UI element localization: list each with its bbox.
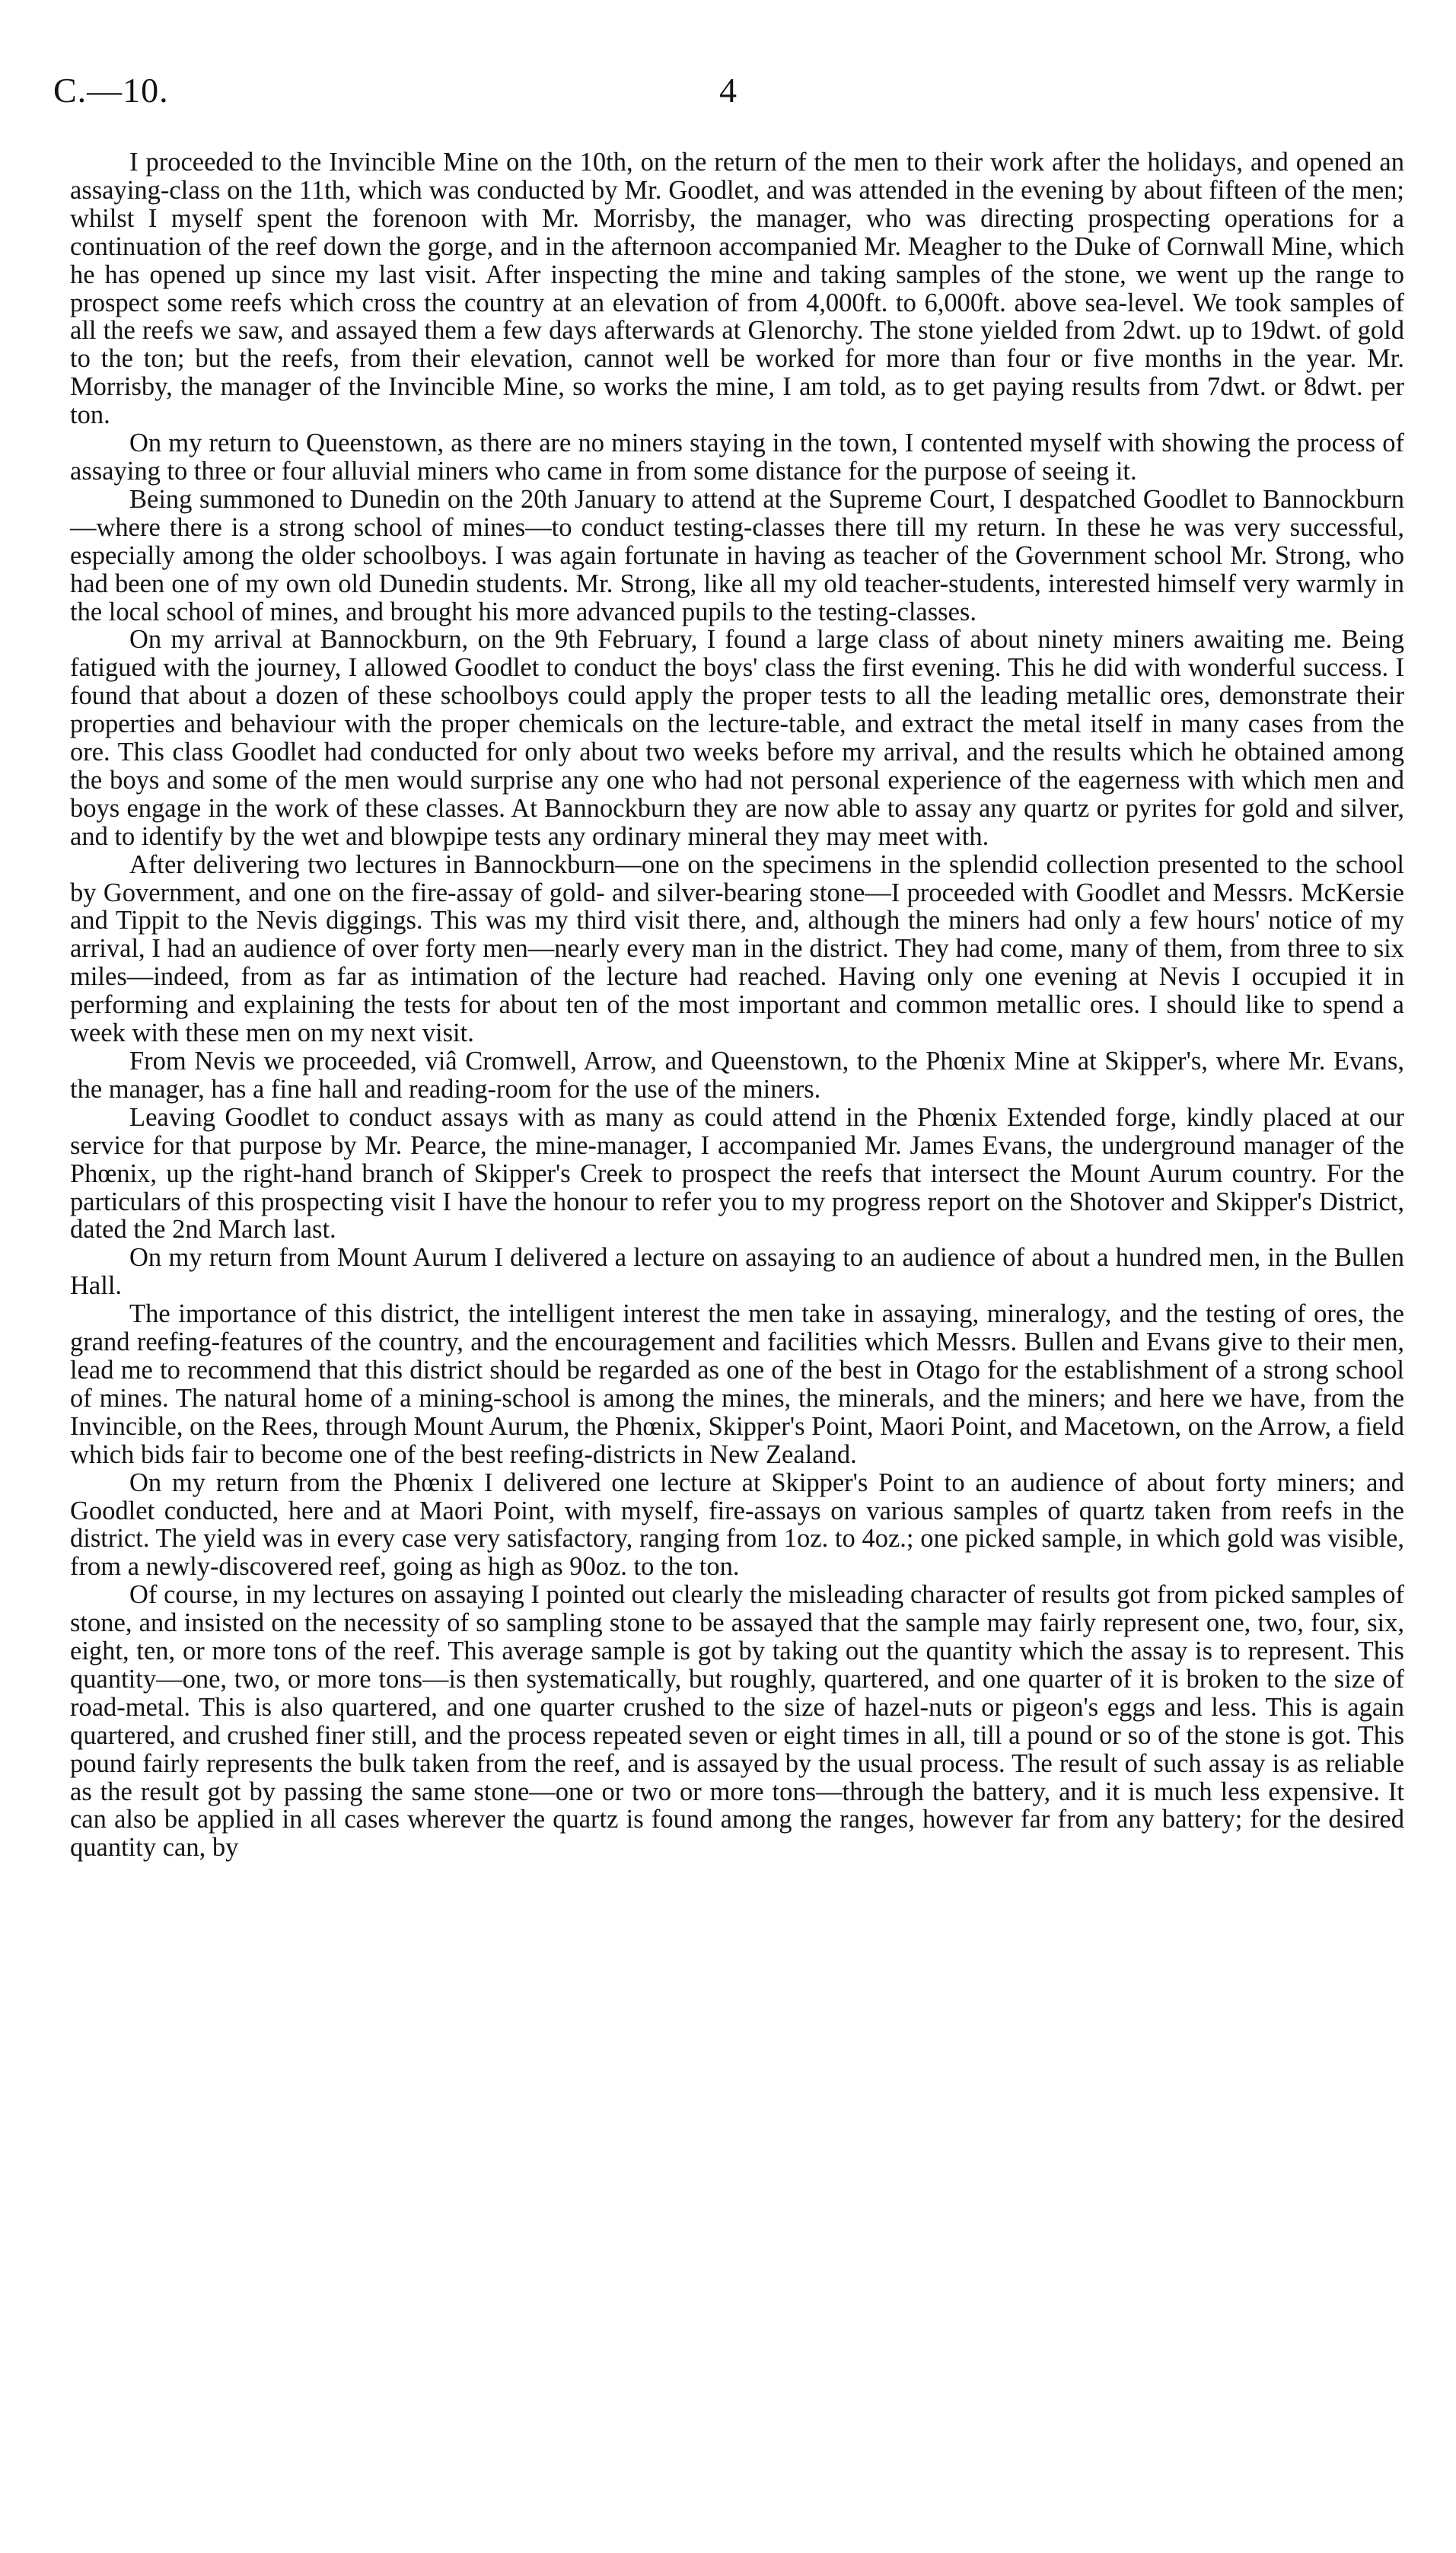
paragraph: Being summoned to Dunedin on the 20th January to attend at the Supreme Court, I despatched Goodlet to Bannockburn—where there is a strong school of mines—to conduct testing-classes there till my return. In these he was very successful, especially among the older schoolboys. I was again fortunate in having as teacher of the Government school Mr. Strong, who had been one of my own old Dunedin students. Mr. Strong, like all my old teacher-students, interested himself very warmly in the local school of mines, and brought his more advanced pupils to the testing-classes. <box>70 484 1404 626</box>
paragraph: The importance of this district, the intelligent interest the men take in assaying, mineralogy, and the testing of ores, the grand reefing-features of the country, and the encouragement and facilities which Messrs. Bullen and Evans give to their men, lead me to recommend that this district should be regarded as one of the best in Otago for the establishment of a strong school of mines. The natural home of a mining-school is among the mines, the minerals, and the miners; and here we have, from the Invincible, on the Rees, through Mount Aurum, the Phœnix, Skipper's Point, Maori Point, and Macetown, on the Arrow, a field which bids fair to become one of the best reefing-districts in New Zealand. <box>70 1299 1404 1469</box>
document-reference: C.—10. <box>53 71 169 110</box>
page-number: 4 <box>719 71 737 110</box>
paragraph: On my return to Queenstown, as there are no miners staying in the town, I contented myself with showing the process of assaying to three or four alluvial miners who came in from some distance for the purpose of seeing it. <box>70 429 1404 486</box>
paragraph: On my return from the Phœnix I delivered one lecture at Skipper's Point to an audience of about forty miners; and Goodlet conducted, here and at Maori Point, with myself, fire-assays on various samples of quartz taken from reefs in the district. The yield was in every case very satisfactory, ranging from 1oz. to 4oz.; one picked sample, in which gold was visible, from a newly-discovered reef, going as high as 90oz. to the ton. <box>70 1468 1404 1582</box>
body-text <box>70 148 1404 1862</box>
paragraph: After delivering two lectures in Bannockburn—one on the specimens in the splendid collection presented to the school by Government, and one on the fire-assay of gold- and silver-bearing stone—I proceeded with Goodlet and Messrs. McKersie and Tippit to the Nevis diggings. This was my third visit there, and, although the miners had only a few hours' notice of my arrival, I had an audience of over forty men—nearly every man in the district. They had come, many of them, from three to six miles—indeed, from as far as intimation of the lecture had reached. Having only one evening at Nevis I occupied it in performing and explaining the tests for about ten of the most important and common metallic ores. I should like to spend a week with these men on my next visit. <box>70 849 1404 1048</box>
paragraph: I proceeded to the Invincible Mine on the 10th, on the return of the men to their work after the holidays, and opened an assaying-class on the 11th, which was conducted by Mr. Goodlet, and was attended in the evening by about fifteen of the men; whilst I myself spent the forenoon with Mr. Morrisby, the manager, who was directing prospecting operations for a continuation of the reef down the gorge, and in the afternoon accompanied Mr. Meagher to the Duke of Cornwall Mine, which he has opened up since my last visit. After inspecting the mine and taking samples of the stone, we went up the range to prospect some reefs which cross the country at an elevation of from 4,000ft. to 6,000ft. above sea-level. We took samples of all the reefs we saw, and assayed them a few days afterwards at Glenorchy. The stone yielded from 2dwt. up to 19dwt. of gold to the ton; but the reefs, from their elevation, cannot well be worked for more than four or five months in the year. Mr. Morrisby, the manager of the Invincible Mine, so works the mine, I am told, as to get paying results from 7dwt. or 8dwt. per ton. <box>70 148 1404 430</box>
paragraph: Of course, in my lectures on assaying I pointed out clearly the misleading character of results got from picked samples of stone, and insisted on the necessity of so sampling stone to be assayed that the sample may fairly represent one, two, four, six, eight, ten, or more tons of the reef. This average sample is got by taking out the quantity which the assay is to represent. This quantity—one, two, or more tons—is then systematically, but roughly, quartered, and one quarter of it is broken to the size of road-metal. This is also quartered, and one quarter crushed to the size of hazel-nuts or pigeon's eggs and less. This is again quartered, and crushed finer still, and the process repeated seven or eight times in all, till a pound or so of the stone is got. This pound fairly represents the bulk taken from the reef, and is assayed by the usual process. The result of such assay is as reliable as the result got by passing the same stone—one or two or more tons—through the battery, and it is much less expensive. It can also be applied in all cases wherever the quartz is found among the ranges, however far from any battery; for the desired quantity can, by <box>70 1580 1404 1863</box>
paragraph: From Nevis we proceeded, viâ Cromwell, Arrow, and Queenstown, to the Phœnix Mine at Skipper's, where Mr. Evans, the manager, has a fine hall and reading-room for the use of the miners. <box>70 1047 1404 1104</box>
paragraph: On my return from Mount Aurum I delivered a lecture on assaying to an audience of about a hundred men, in the Bullen Hall. <box>70 1243 1404 1301</box>
page-header <box>53 70 1403 116</box>
paragraph: Leaving Goodlet to conduct assays with as many as could attend in the Phœnix Extended forge, kindly placed at our service for that purpose by Mr. Pearce, the mine-manager, I accompanied Mr. James Evans, the underground manager of the Phœnix, up the right-hand branch of Skipper's Creek to prospect the reefs that intersect the Mount Aurum country. For the particulars of this prospecting visit I have the honour to refer you to my progress report on the Shotover and Skipper's District, dated the 2nd March last. <box>70 1102 1404 1245</box>
paragraph: On my arrival at Bannockburn, on the 9th February, I found a large class of about ninety miners awaiting me. Being fatigued with the journey, I allowed Goodlet to conduct the boys' class the first evening. This he did with wonderful success. I found that about a dozen of these schoolboys could apply the proper tests to all the leading metallic ores, demonstrate their properties and behaviour with the proper chemicals on the lecture-table, and extract the metal itself in many cases from the ore. This class Goodlet had conducted for only about two weeks before my arrival, and the results which he obtained among the boys and some of the men would surprise any one who had not personal experience of the eagerness with which men and boys engage in the work of these classes. At Bannockburn they are now able to assay any quartz or pyrites for gold and silver, and to identify by the wet and blowpipe tests any ordinary mineral they may meet with. <box>70 625 1404 851</box>
